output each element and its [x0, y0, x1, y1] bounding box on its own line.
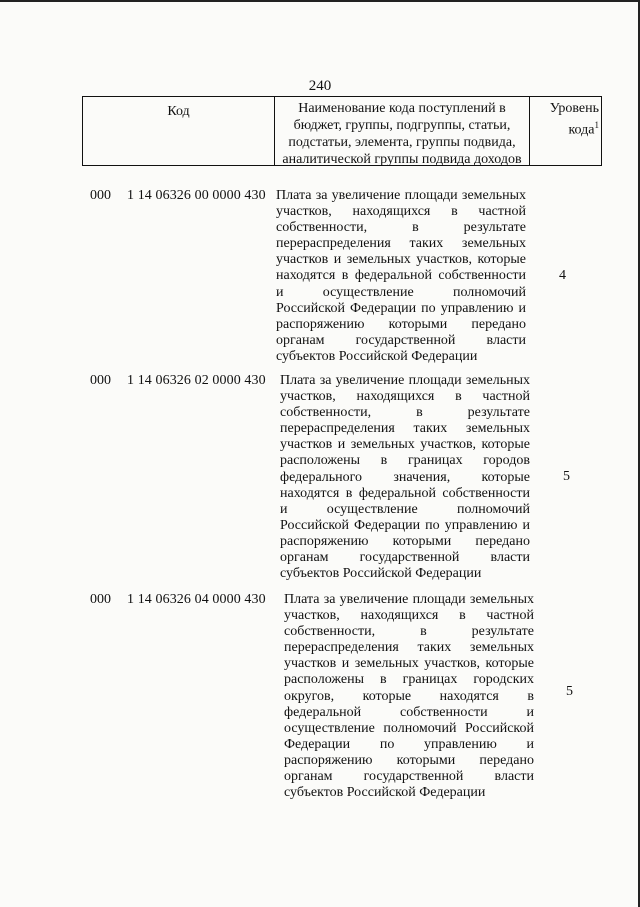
scan-edge-top [0, 0, 640, 2]
header-level-footnote: 1 [594, 120, 599, 130]
admin-code: 000 [90, 188, 111, 203]
code-level: 5 [563, 469, 570, 484]
admin-code: 000 [90, 373, 111, 388]
page-number: 240 [308, 78, 332, 94]
header-name: Наименование кода поступлений в бюджет, группы, подгруппы, статьи, подстатьи, элемента, группы подвида, аналитической группы подвида доходов [275, 97, 530, 165]
code-level: 4 [559, 268, 566, 283]
revenue-code: 1 14 06326 04 0000 430 [127, 592, 266, 607]
revenue-code: 1 14 06326 00 0000 430 [127, 188, 266, 203]
header-level [530, 97, 601, 165]
code-level: 5 [566, 684, 573, 699]
table-header [82, 96, 602, 166]
revenue-description: Плата за увеличение площади земельных участков, находящихся в частной собственности, в результате перераспределения таких земельных участков и земельных участков, которые расположены в границах городских округов, которые находятся в федеральной собственности и осуществление полномочий Российской Федерации по управлению и распоряжению которыми передано органам государственной власти субъектов Российской Федерации [284, 592, 534, 801]
revenue-description: Плата за увеличение площади земельных участков, находящихся в частной собственности, в результате перераспределения таких земельных участков и земельных участков, которые расположены в границах городов федерального значения, которые находятся в федеральной собственности и осуществление полномочий Российской Федерации по управлению и распоряжению которыми передано органам государственной власти субъектов Российской Федерации [280, 373, 530, 582]
admin-code: 000 [90, 592, 111, 607]
header-level-label: Уровень кода [549, 101, 599, 138]
revenue-code: 1 14 06326 02 0000 430 [127, 373, 266, 388]
revenue-description: Плата за увеличение площади земельных участков, находящихся в частной собственности, в результате перераспределения таких земельных участков и земельных участков, которые находятся в федеральной собственности и осуществление полномочий Российской Федерации по управлению и распоряжению которыми передано органам государственной власти субъектов Российской Федерации [276, 188, 526, 364]
header-code: Код [83, 97, 275, 165]
